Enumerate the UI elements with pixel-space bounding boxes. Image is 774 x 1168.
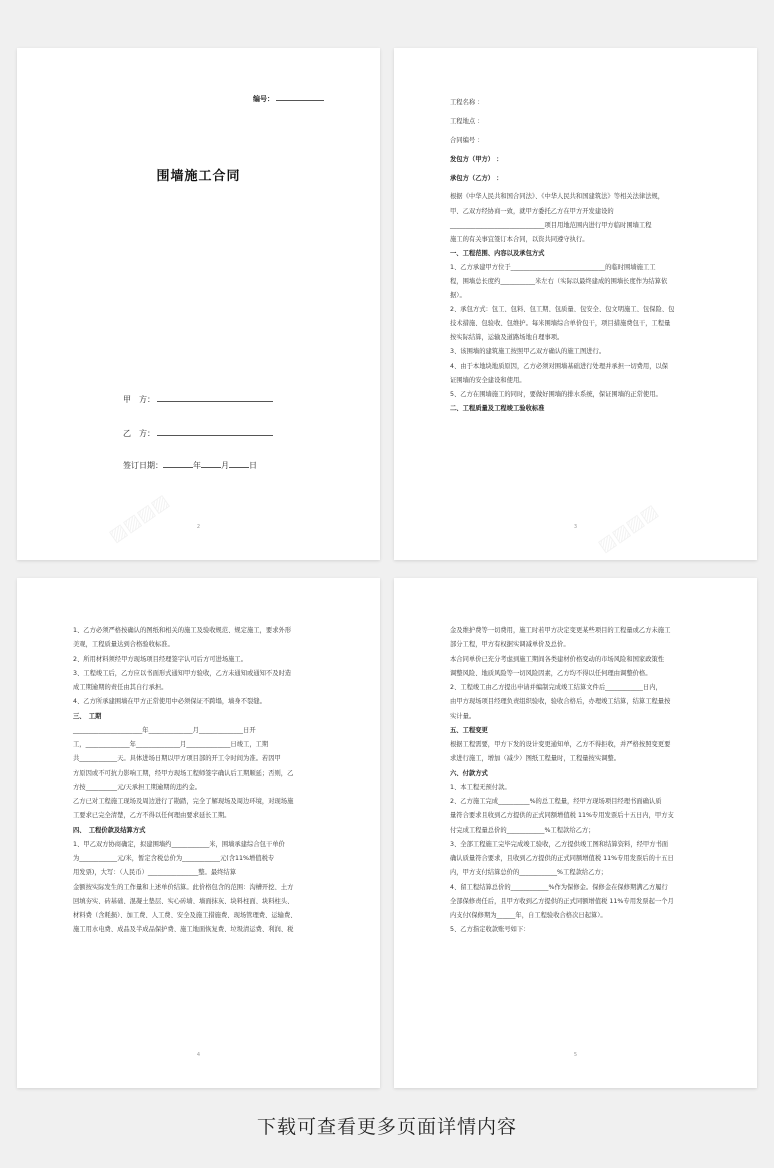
contract-code-label: 合同编号 ： [450,136,484,144]
party-a-blank [157,396,273,402]
body-line: 2、所用材料须经甲方现场项目经理签字认可后方可进场施工。 [73,655,248,663]
party-a-heading: 发包方（甲方） ： [450,155,503,163]
body-line: 5、乙方在围墙施工的同时，要做好围墙的排水系统，保证围墙的正常使用。 [450,390,662,398]
page-number: 5 [573,1052,578,1058]
body-line: 材料费（含耗损）、加工费、人工费、安全及施工措施费、现场管理费、运输费、 [73,912,297,919]
body-line: 2、承包方式：包工、包料、包工期、包质量、包安全、包文明施工、包保险、包 [450,306,675,314]
watermark: ▨▨▨▨ [594,500,662,557]
section-heading: 一、工程范围、内容以及承包方式 [450,249,545,257]
body-line: 据）。 [450,292,466,300]
project-name-label: 工程名称 ： [450,99,484,106]
body-line: 1、甲乙双方协商确定，拟建围墙约____________米，围墙承建综合包干单价 [73,840,285,848]
body-line: 本合同单价已充分考虑到施工期间各类建材价格变动的市场风险和国家政策性 [450,655,665,663]
body-line: 付完成工程量总价的____________%工程款给乙方； [450,826,595,834]
party-b-label: 乙 方： [123,429,155,438]
body-line: 金及维护费等一切费用，施工时若甲方决定变更某些项目的工程量或乙方未施工 [450,627,671,634]
body-line: 量符合要求且收到乙方提供的正式同额增值税 11%专用发票后十五日内，甲方支 [450,812,674,820]
body-line: 内支付(保修期为______年，自工程验收合格次日起算）。 [450,912,607,919]
party-b-heading: 承包方（乙方） ： [450,174,503,182]
body-line: 共____________天。具体进场日期以甲方项目部的开工令时间为准。若因甲 [73,755,281,763]
body-line: 工，______________年______________月______________日竣工，工期 [73,741,269,748]
body-line: 1、乙方承建甲方位于______________________________的临时围墙施工工 [450,263,656,271]
body-line: 乙方已对工程施工现场及周边进行了勘踏，完全了解现场及周边环境，对现场施 [73,798,294,805]
party-a-field [123,394,273,405]
body-line: 实计量。 [450,712,476,720]
body-line: 4、乙方所承建围墙在甲方正常使用中必须保证不跨塌，墙身不裂缝。 [73,698,266,706]
body-line: 1、乙方必须严格按确认的图纸和相关的施工及验收规范、规定施工，要求外形 [73,627,292,634]
body-line: 方按__________元/天承担工期逾期的违约金。 [73,783,202,791]
body-line: 回填夯实、砖基础、混凝土垫层、实心砖墙、墙面抹灰、块料柱面、块料柱头、 [73,897,294,905]
body-line: 施工的有关事宜签订本合同，以资共同遵守执行。 [450,235,589,243]
page-number: 4 [196,1052,201,1058]
body-line: 4、留工程结算总价的____________%作为保修金。保修金在保修期满乙方履行 [450,883,668,891]
watermark: ▨▨▨▨ [105,490,173,547]
contract-number-blank [276,95,324,101]
body-line: 技术措施、包验收、包维护。每米围墙综合单价包干，项目措施费包干，工程量 [450,320,671,328]
body-line: 由甲方现场项目经理负责组织验收，验收合格后，办理竣工结算，结算工程量按 [450,698,671,706]
body-line: 2、乙方施工完成__________%的总工程量，经甲方现场项目经理书面确认质 [450,798,662,805]
body-line: 确认质量符合要求，且收到乙方提供的正式同额增值税 11%专用发票后的十五日 [450,855,674,862]
body-line: 3、该围墙的建筑施工按照甲乙双方确认的施工图进行。 [450,348,606,356]
page-3-content [450,96,701,416]
body-line: 4、由于本地块地质原因，乙方必须对围墙基础进行处理并承担一切费用，以保 [450,362,669,370]
body-line: 美观，工程质量达到合格验收标准。 [73,641,174,649]
sign-date-field [123,460,257,471]
party-a-label: 甲 方： [123,395,155,404]
month-label: 月 [221,461,229,470]
day-label: 日 [249,461,257,470]
project-location-label: 工程地点 ： [450,117,484,125]
body-line: 方原因或不可抗力影响工期，经甲方现场工程师签字确认后工期顺延；否则，乙 [73,769,294,777]
body-line: 用发票)，大写：（人民币）________________整。最终结算 [73,869,237,877]
body-line: 根据工程需要，甲方下发的设计变更通知单，乙方不得拒收，并严格按照变更要 [450,741,671,748]
contract-number-label: 编号： [253,95,274,103]
body-line: 调整风险、地质风险等一切风险因素，乙方均不得以任何理由调整价格。 [450,669,652,677]
body-line: 全部保修责任后，且甲方收到乙方提供的正式同额增值税 11%专用发票起一个月 [450,897,674,905]
party-b-blank [157,430,273,436]
body-line: 金额按实际发生的工作量和上述单价结算。此价格包含的范围：沟槽开挖、土方 [73,883,294,891]
section-heading: 五、工程变更 [450,726,488,734]
body-line: 内，甲方支付结算总价的____________%工程款给乙方； [450,869,608,877]
contract-title: 围墙施工合同 [156,169,241,184]
page-5-content [450,624,701,938]
contract-number-field [253,94,324,104]
page-number: 2 [196,524,201,530]
body-line: 5、乙方指定收款账号如下： [450,926,530,934]
body-line: 工要求已完全清楚，乙方不得以任何理由要求延长工期。 [73,812,231,820]
section-heading: 四、 工程价款及结算方式 [73,826,146,834]
body-line: 程，围墙总长度约___________米左右（实际以最终建成的围墙长度作为结算依 [450,278,668,286]
body-line: 3、工程竣工后，乙方应以书面形式通知甲方验收，乙方未通知或通知不及时造 [73,669,292,677]
month-blank [201,462,221,468]
section-heading: 二、工程质量及工程竣工验收标准 [450,404,545,412]
page-4-content [73,624,324,938]
sign-date-label: 签订日期： [123,461,163,470]
contract-cover-page [17,48,380,560]
contract-page-3 [394,48,757,560]
body-line: 成工期逾期的责任由其自行承担。 [73,684,168,691]
section-heading: 三、 工期 [73,712,102,720]
download-more-prompt[interactable]: 下载可查看更多页面详情内容 [256,1116,517,1138]
contract-page-5 [394,578,757,1088]
day-blank [229,462,249,468]
body-line: 求进行施工，增加（减少）图纸工程量时，工程量按实调整。 [450,755,621,763]
year-label: 年 [193,461,201,470]
body-line: 根据《中华人民共和国合同法》、《中华人民共和国建筑法》等相关法律法规， [450,193,665,201]
body-line: 2、工程竣工由乙方提出申请并编制完成竣工结算文件后____________日内， [450,684,662,691]
contract-page-4 [17,578,380,1088]
body-line: 为____________元/米，暂定含税总价为____________元(含11%增值税专 [73,855,275,862]
body-line: ______________________________项目用地范围内进行甲方临时围墙工程 [450,221,652,229]
body-line: 部分工程，甲方有权据实调减单价及总价。 [450,641,570,649]
page-number: 3 [573,524,578,530]
year-blank [163,462,193,468]
body-line: 按实际结算，运输及道路场地自理事项。 [450,334,564,342]
party-b-field [123,428,273,439]
body-line: 施工用水电费、成品及半成品保护费、施工地面恢复费、垃圾清运费、利润、税 [73,926,294,934]
body-line: 甲、乙双方经协商一致，就甲方委托乙方在甲方开发建设的 [450,207,614,215]
body-line: 3、全部工程施工完毕完成竣工验收，乙方提供竣工图和结算资料，经甲方书面 [450,840,669,848]
section-heading: 六、付款方式 [450,769,488,777]
body-line: 1、本工程无预付款。 [450,783,511,791]
body-line: 证围墙的安全建设和使用。 [450,376,526,384]
body-line: ______________________年______________月______________日开 [73,726,256,734]
